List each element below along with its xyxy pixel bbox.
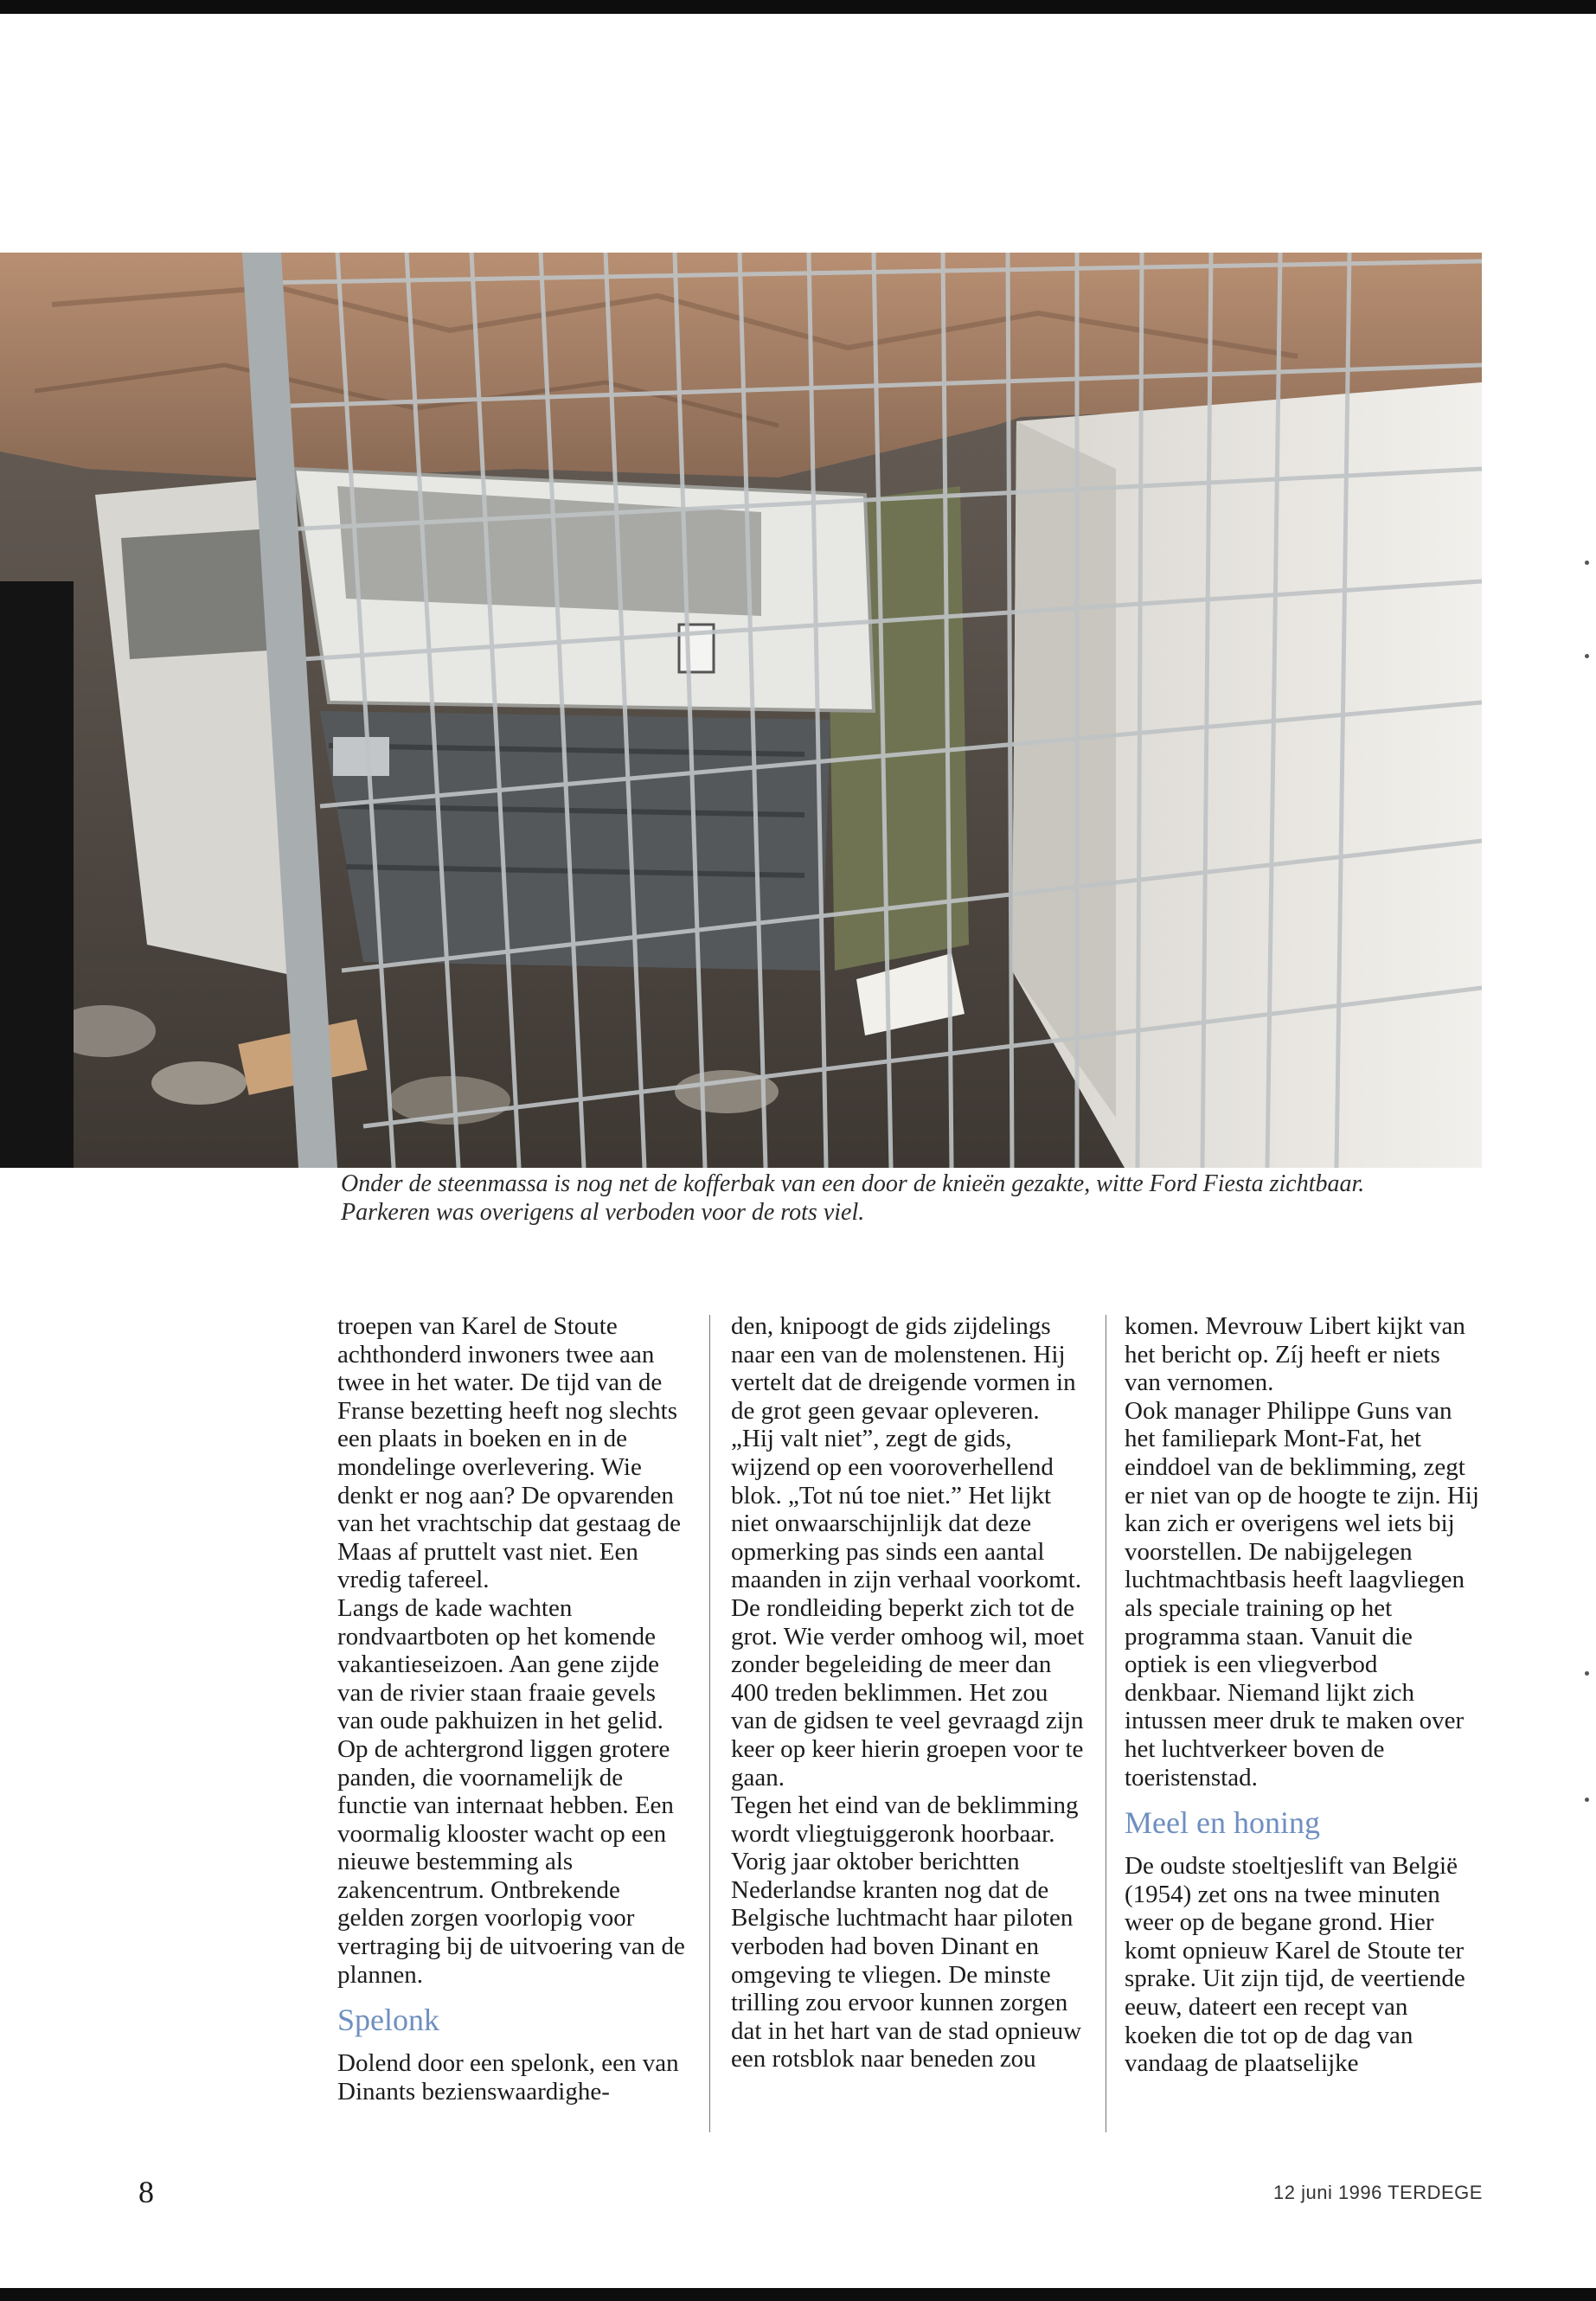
edge-mark (1585, 654, 1589, 658)
edge-mark (1585, 1798, 1589, 1802)
paragraph: Dolend door een spelonk, een van Dinants bezienswaardighe- (337, 2049, 679, 2106)
column-divider (709, 1315, 710, 2132)
top-rule (0, 0, 1596, 14)
section-heading-meel-en-honing: Meel en honing (1125, 1805, 1320, 1841)
edge-mark (1585, 561, 1589, 565)
paragraph: Langs de kade wachten rondvaartboten op het komende vakantieseizoen. Aan gene zijde van de rivier staan fraaie gevels van oude pakhuizen in het gelid. Op de achtergrond liggen grotere panden, die voornamelijk de functie van internaat hebben. Een voormalig klooster wacht op een nieuwe bestemming als zakencentrum. Ontbrekende gelden zorgen voorlopig voor vertraging bij de uitvoering van de plannen. (337, 1593, 685, 1989)
paragraph: komen. Mevrouw Libert kijkt van het bericht op. Zíj heeft er niets van vernomen. (1125, 1312, 1465, 1397)
section-heading-spelonk: Spelonk (337, 2003, 440, 2038)
text-column-3 (1125, 1312, 1479, 2143)
photo-crushed-car (0, 253, 1482, 1168)
photo-illustration (0, 253, 1482, 1168)
paragraph: den, knipoogt de gids zijdelings naar een van de molenstenen. Hij vertelt dat de dreigende vormen in de grot geen gevaar opleveren. „Hij valt niet”, zegt de gids, wijzend op een vooroverhellend blok. „Tot nú toe niet.” Het lijkt niet onwaarschijnlijk dat deze opmerking pas sinds een aantal maanden in zijn verhaal voorkomt. De rondleiding beperkt zich tot de grot. Wie verder omhoog wil, moet zonder begeleiding de meer dan 400 treden beklimmen. Het zou van de gidsen te veel gevraagd zijn keer op keer hierin groepen voor te gaan. (731, 1312, 1085, 1791)
paragraph: De oudste stoeltjeslift van België (1954) zet ons na twee minuten weer op de begane grond. Hier komt opnieuw Karel de Stoute ter sprake. Uit zijn tijd, de veertiende eeuw, dateert een recept van koeken die tot op de dag van vandaag de plaatselijke (1125, 1852, 1465, 2078)
bottom-rule (0, 2288, 1596, 2301)
paragraph: Tegen het eind van de beklimming wordt vliegtuiggeronk hoorbaar. Vorig jaar oktober berichtten Nederlandse kranten nog dat de Belgische luchtmacht haar piloten verboden had boven Dinant en omgeving te vliegen. De minste trilling zou ervoor kunnen zorgen dat in het hart van de stad opnieuw een rotsblok naar beneden zou (731, 1791, 1082, 2073)
edge-mark (1585, 1671, 1589, 1676)
paragraph: Ook manager Philippe Guns van het familiepark Mont-Fat, het einddoel van de beklimming, zegt er niet van op de hoogte te zijn. Hij kan zich er overigens wel iets bij voorstellen. De nabijgelegen luchtmachtbasis heeft laagvliegen als speciale training op het programma staan. Vanuit die optiek is een vliegverbod denkbaar. Niemand lijkt zich intussen meer druk te maken over het luchtverkeer boven de toeristenstad. (1125, 1396, 1479, 1791)
issue-folio: 12 juni 1996 TERDEGE (1273, 2182, 1483, 2203)
photo-caption: Onder de steenmassa is nog net de kofferbak van een door de knieën gezakte, witte Ford Fiesta zichtbaar. Parkeren was overigens al verboden voor de rots viel. (341, 1170, 1365, 1226)
text-column-1 (337, 1312, 692, 2143)
text-column-2 (731, 1312, 1087, 2143)
page-number: 8 (138, 2175, 154, 2209)
paragraph: troepen van Karel de Stoute achthonderd inwoners twee aan twee in het water. De tijd van de Franse bezetting heeft nog slechts een plaats in boeken en in de mondelinge overlevering. Wie denkt er nog aan? De opvarenden van het vrachtschip dat gestaag de Maas af pruttelt vast niet. Een vredig tafereel. (337, 1312, 681, 1594)
